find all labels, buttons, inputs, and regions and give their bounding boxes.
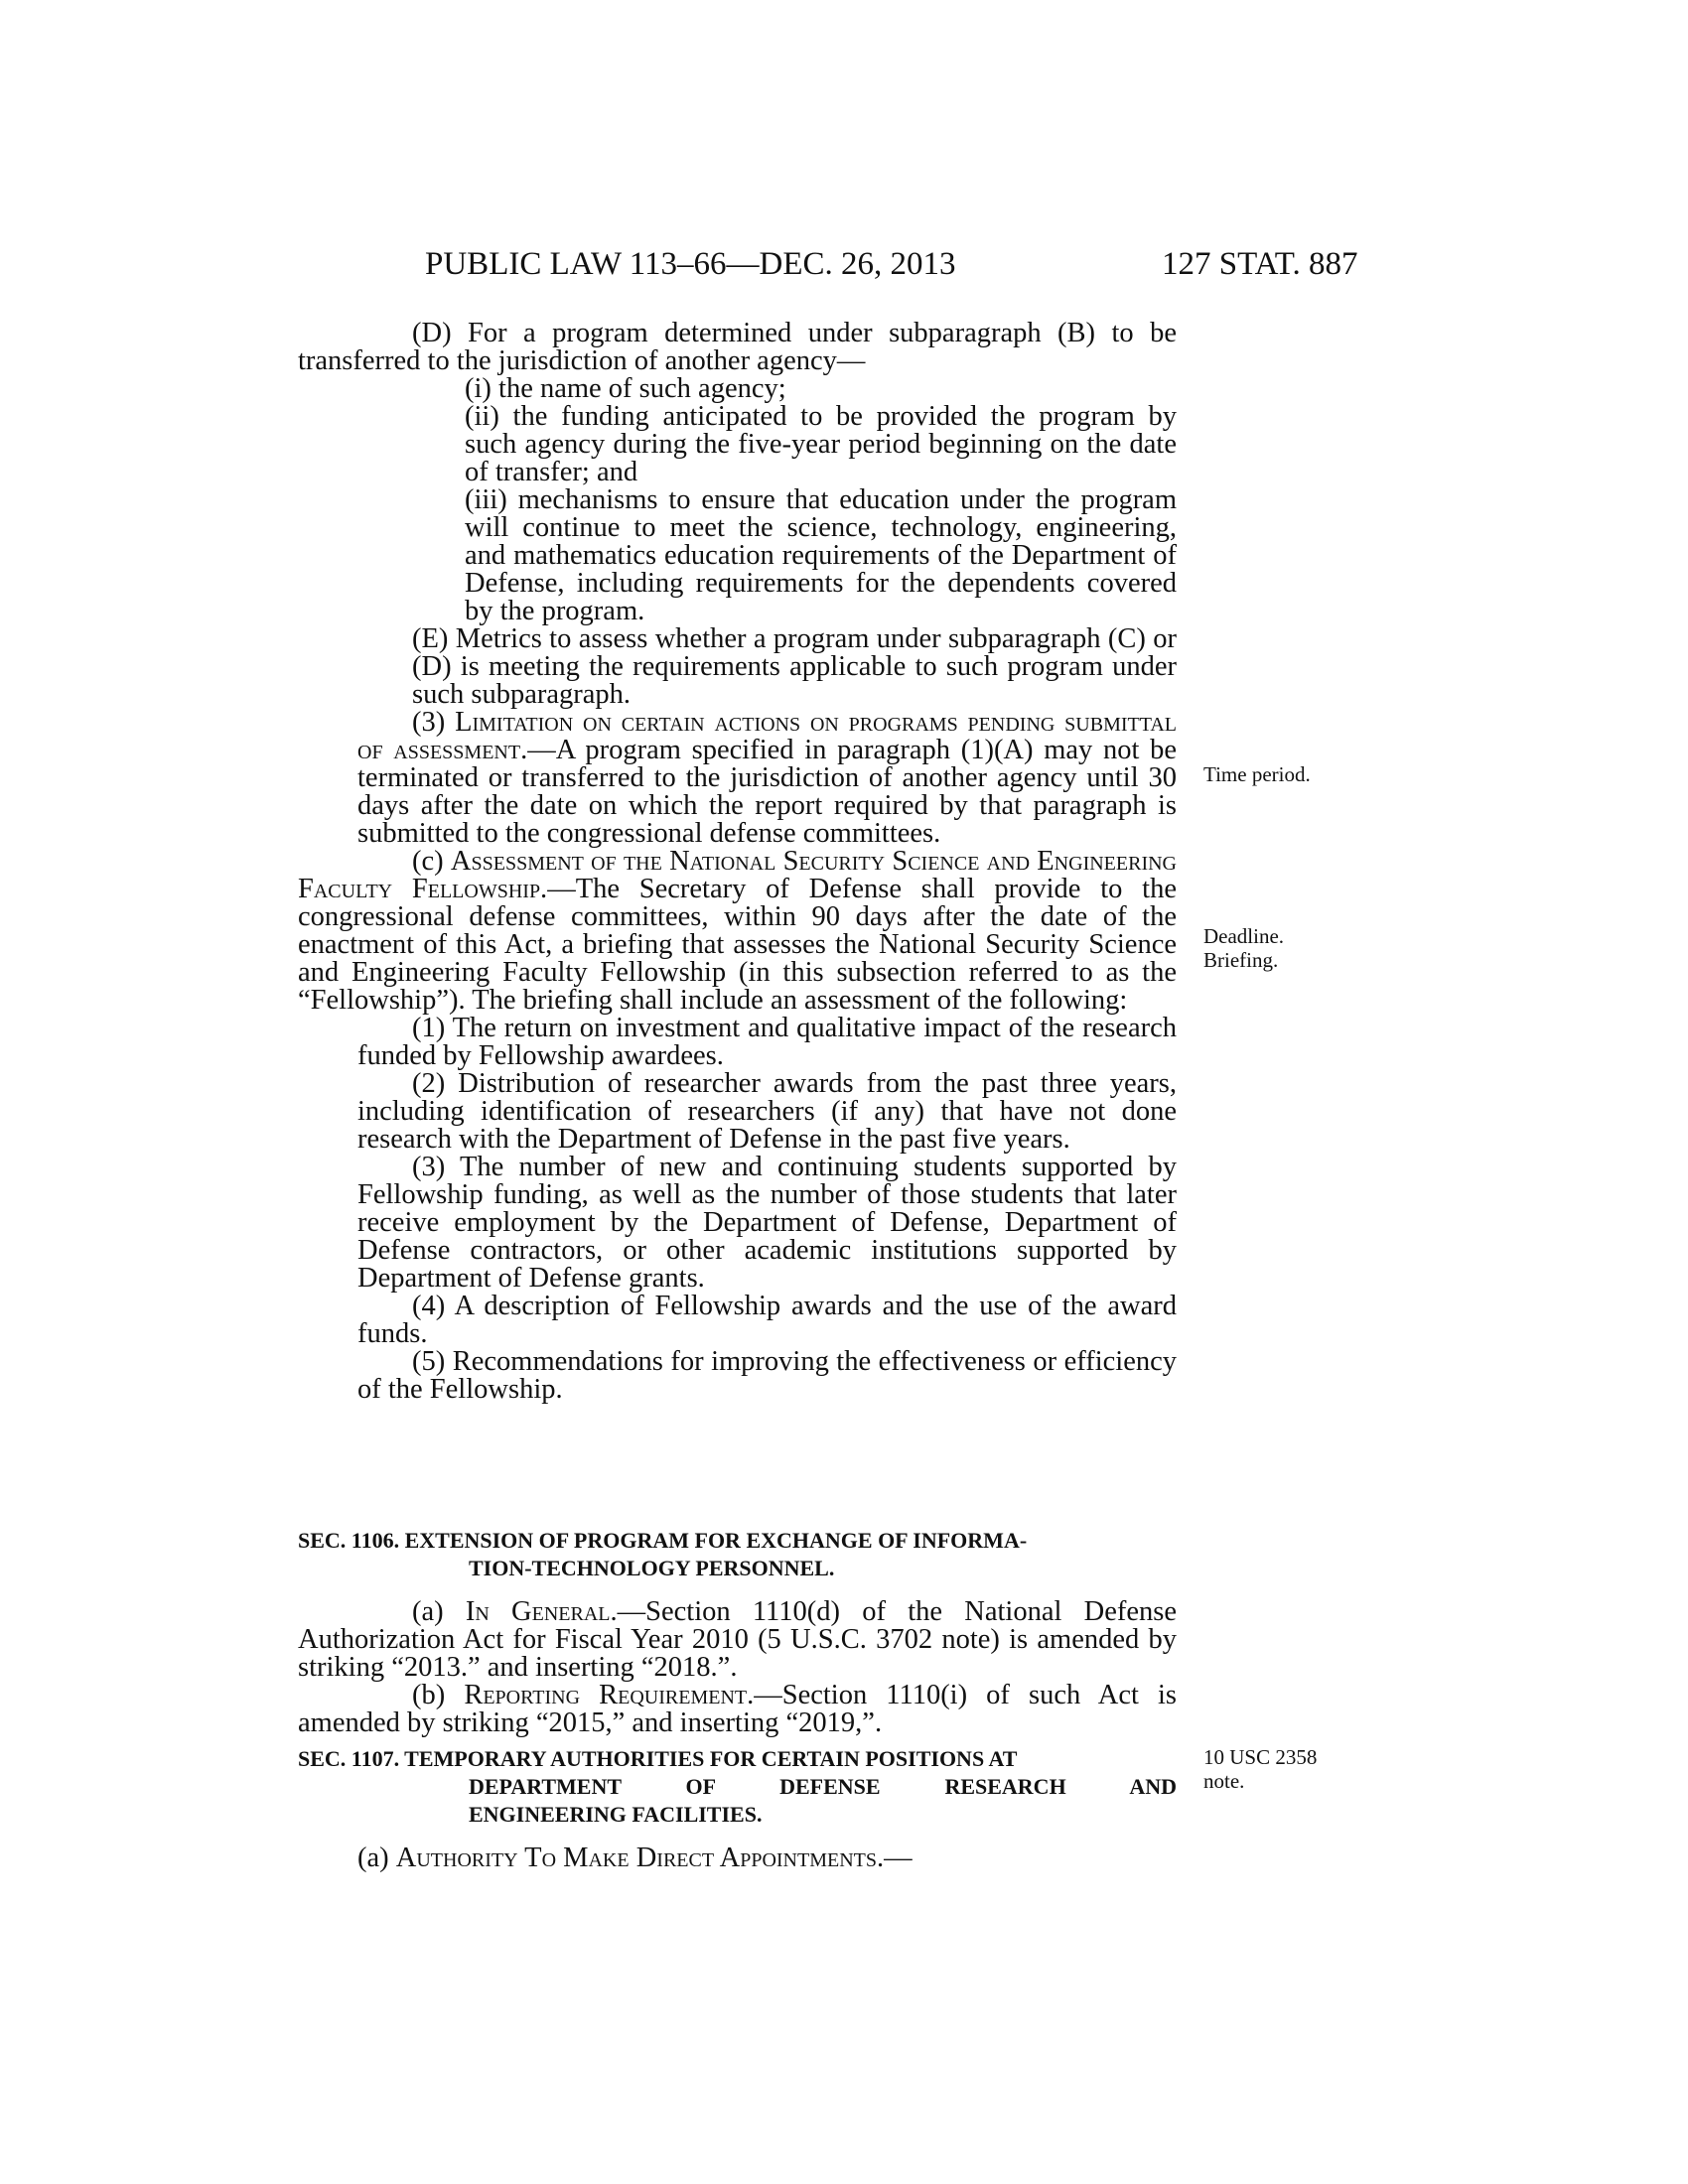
section-1106-b xyxy=(298,1682,1177,1737)
section-1106-b-caption: Reporting Requirement. xyxy=(464,1680,755,1710)
section-1106-heading-line1: SEC. 1106. EXTENSION OF PROGRAM FOR EXCHANGE OF INFORMA- xyxy=(298,1528,1028,1553)
subsection-c-item-4: (4) A description of Fellowship awards and the use of the award funds. xyxy=(357,1291,1177,1349)
margin-note-usc-line2: note. xyxy=(1203,1769,1245,1793)
paragraph-e: (E) Metrics to assess whether a program under subparagraph (C) or (D) is meeting the requirements applicable to such program under such subparagraph. xyxy=(412,623,1177,710)
section-1107-heading-line1: SEC. 1107. TEMPORARY AUTHORITIES FOR CERTAIN POSITIONS AT xyxy=(298,1746,1018,1771)
section-1106-a xyxy=(298,1598,1177,1682)
section-1106-a-text: —Section 1110(d) of the National Defense Authorization Act for Fiscal Year 2010 (5 U.S.C. 3702 note) is amended by striking “2013.” and inserting “2018.”. xyxy=(298,1596,1177,1683)
paragraph-d-iii: (iii) mechanisms to ensure that education under the program will continue to meet the science, technology, engineering, and mathematics education requirements of the Department of Defense, including requirements for the dependents covered by the program. xyxy=(465,484,1177,626)
paragraph-3-text: —A program specified in paragraph (1)(A) may not be terminated or transferred to the jurisdiction of another agency until 30 days after the date on which the report required by that paragraph is submitted to the congressional defense committees. xyxy=(357,735,1177,849)
margin-note-briefing: Briefing. xyxy=(1203,948,1279,972)
paragraph-3-number: (3) xyxy=(412,707,456,738)
subsection-c-item-1: (1) The return on investment and qualitative impact of the research funded by Fellowship awardees. xyxy=(357,1013,1177,1071)
section-1107-heading xyxy=(298,1745,1177,1829)
subsection-c-caption: Assessment of the National Security Science and Engineering Faculty Fellowship. xyxy=(298,846,1177,904)
paragraph-3 xyxy=(357,709,1177,848)
section-1107-a-dash: — xyxy=(884,1843,913,1873)
section-1107-a-number: (a) xyxy=(357,1843,396,1873)
section-1106 xyxy=(298,1527,1177,1737)
section-1107-heading-line3: ENGINEERING FACILITIES. xyxy=(469,1802,763,1827)
page-header-stat: 127 STAT. 887 xyxy=(1162,246,1358,282)
section-1106-heading-line2: TION-TECHNOLOGY PERSONNEL. xyxy=(469,1556,835,1580)
section-1107-heading-line2: DEPARTMENT OF DEFENSE RESEARCH AND xyxy=(469,1774,1177,1799)
section-1106-heading xyxy=(298,1527,1177,1582)
paragraph-d-ii: (ii) the funding anticipated to be provided the program by such agency during the five-year period beginning on the date of transfer; and xyxy=(465,401,1177,487)
subsection-c-item-3: (3) The number of new and continuing students supported by Fellowship funding, as well as the number of those students that later receive employment by the Department of Defense, Department of Defense contractors, or other academic institutions supported by Department of Defense grants. xyxy=(357,1152,1177,1294)
body-text-block xyxy=(298,320,1177,1404)
page-header-title: PUBLIC LAW 113–66—DEC. 26, 2013 xyxy=(425,246,956,282)
margin-note-deadline: Deadline. xyxy=(1203,924,1285,948)
subsection-c-text: —The Secretary of Defense shall provide to the congressional defense committees, within 90 days after the date of the enactment of this Act, a briefing that assesses the National Security Science and Engineering Faculty Fellowship (in this subsection referred to as the “Fellowship”). The briefing shall include an assessment of the following: xyxy=(298,874,1177,1016)
section-1107 xyxy=(298,1745,1177,1872)
subsection-c-number: (c) xyxy=(412,846,451,877)
subsection-c xyxy=(298,848,1177,1015)
section-1106-b-text: —Section 1110(i) of such Act is amended by striking “2015,” and inserting “2019,”. xyxy=(298,1680,1178,1738)
paragraph-d-intro: (D) For a program determined under subparagraph (B) to be transferred to the jurisdiction of another agency— xyxy=(298,318,1177,376)
section-1106-b-number: (b) xyxy=(412,1680,465,1710)
section-1107-a-caption: Authority To Make Direct Appointments. xyxy=(395,1843,885,1873)
section-1107-a xyxy=(298,1844,1177,1872)
paragraph-3-caption: Limitation on certain actions on programs pending submittal of assessment. xyxy=(357,707,1178,765)
margin-note-usc xyxy=(1203,1745,1317,1793)
section-1106-a-number: (a) xyxy=(412,1596,466,1627)
subsection-c-item-5: (5) Recommendations for improving the effectiveness or efficiency of the Fellowship. xyxy=(357,1346,1177,1405)
paragraph-d-i: (i) the name of such agency; xyxy=(465,373,786,404)
margin-note-usc-line1: 10 USC 2358 xyxy=(1203,1745,1318,1769)
section-1106-a-caption: In General. xyxy=(465,1596,618,1627)
margin-note-time-period: Time period. xyxy=(1203,762,1311,786)
subsection-c-item-2: (2) Distribution of researcher awards from the past three years, including identification of researchers (if any) that have not done research with the Department of Defense in the past five years. xyxy=(357,1068,1177,1155)
